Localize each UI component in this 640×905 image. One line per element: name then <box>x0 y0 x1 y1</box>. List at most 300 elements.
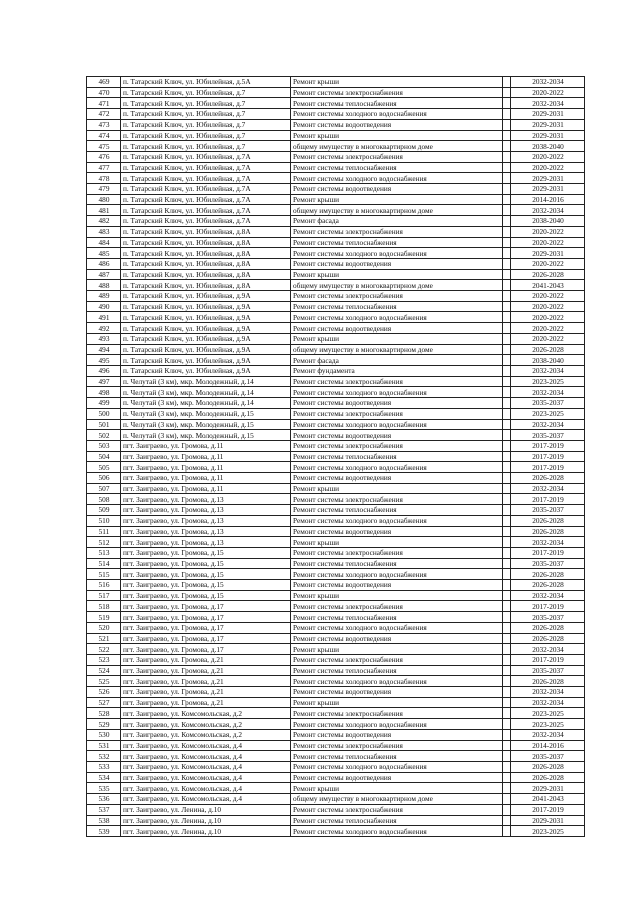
address-cell: пгт. Заиграево, ул. Громова, д.17 <box>121 622 291 633</box>
row-number-cell: 506 <box>87 473 121 484</box>
work-type-cell: Ремонт системы водоотведения <box>291 473 503 484</box>
work-type-cell: Ремонт фасада <box>291 216 503 227</box>
address-cell: пгт. Заиграево, ул. Громова, д.21 <box>121 676 291 687</box>
address-cell: п. Татарский Ключ, ул. Юбилейная, д.7А <box>121 194 291 205</box>
address-cell: п. Челутай (3 км), мкр. Молодежный, д.14 <box>121 387 291 398</box>
work-type-cell: Ремонт системы холодного водоснабжения <box>291 569 503 580</box>
row-number-cell: 515 <box>87 569 121 580</box>
empty-cell <box>503 804 511 815</box>
row-number-cell: 503 <box>87 440 121 451</box>
period-cell: 2023-2025 <box>511 408 585 419</box>
row-number-cell: 526 <box>87 687 121 698</box>
row-number-cell: 469 <box>87 77 121 88</box>
work-type-cell: Ремонт системы теплоснабжения <box>291 815 503 826</box>
address-cell: п. Челутай (3 км), мкр. Молодежный, д.15 <box>121 419 291 430</box>
period-cell: 2017-2019 <box>511 547 585 558</box>
empty-cell <box>503 419 511 430</box>
row-number-cell: 486 <box>87 258 121 269</box>
table-row <box>87 494 585 505</box>
empty-cell <box>503 676 511 687</box>
address-cell: п. Татарский Ключ, ул. Юбилейная, д.7 <box>121 119 291 130</box>
empty-cell <box>503 237 511 248</box>
work-type-cell: Ремонт системы водоотведения <box>291 729 503 740</box>
table-row <box>87 794 585 805</box>
address-cell: п. Татарский Ключ, ул. Юбилейная, д.8А <box>121 258 291 269</box>
address-cell: п. Татарский Ключ, ул. Юбилейная, д.9А <box>121 355 291 366</box>
empty-cell <box>503 633 511 644</box>
row-number-cell: 533 <box>87 762 121 773</box>
table-row <box>87 622 585 633</box>
work-type-cell: Ремонт системы холодного водоснабжения <box>291 462 503 473</box>
work-type-cell: Ремонт системы теплоснабжения <box>291 162 503 173</box>
row-number-cell: 528 <box>87 708 121 719</box>
row-number-cell: 507 <box>87 483 121 494</box>
table-row <box>87 376 585 387</box>
address-cell: пгт. Заиграево, ул. Громова, д.17 <box>121 633 291 644</box>
work-type-cell: общему имуществу в многоквартирном доме <box>291 280 503 291</box>
period-cell: 2014-2016 <box>511 740 585 751</box>
period-cell: 2032-2034 <box>511 77 585 88</box>
table-row <box>87 184 585 195</box>
row-number-cell: 521 <box>87 633 121 644</box>
empty-cell <box>503 280 511 291</box>
work-type-cell: Ремонт крыши <box>291 194 503 205</box>
period-cell: 2020-2022 <box>511 312 585 323</box>
table-row <box>87 547 585 558</box>
row-number-cell: 513 <box>87 547 121 558</box>
period-cell: 2029-2031 <box>511 109 585 120</box>
work-type-cell: Ремонт фасада <box>291 355 503 366</box>
period-cell: 2029-2031 <box>511 815 585 826</box>
empty-cell <box>503 398 511 409</box>
address-cell: п. Татарский Ключ, ул. Юбилейная, д.7 <box>121 130 291 141</box>
table-row <box>87 216 585 227</box>
period-cell: 2017-2019 <box>511 804 585 815</box>
work-type-cell: Ремонт системы электроснабжения <box>291 408 503 419</box>
period-cell: 2020-2022 <box>511 323 585 334</box>
row-number-cell: 532 <box>87 751 121 762</box>
empty-cell <box>503 162 511 173</box>
row-number-cell: 474 <box>87 130 121 141</box>
work-type-cell: общему имуществу в многоквартирном доме <box>291 794 503 805</box>
work-type-cell: Ремонт системы холодного водоснабжения <box>291 248 503 259</box>
empty-cell <box>503 762 511 773</box>
row-number-cell: 488 <box>87 280 121 291</box>
period-cell: 2026-2028 <box>511 344 585 355</box>
row-number-cell: 498 <box>87 387 121 398</box>
empty-cell <box>503 226 511 237</box>
period-cell: 2017-2019 <box>511 451 585 462</box>
address-cell: пгт. Заиграево, ул. Громова, д.13 <box>121 515 291 526</box>
work-type-cell: Ремонт системы электроснабжения <box>291 740 503 751</box>
table-row <box>87 815 585 826</box>
empty-cell <box>503 109 511 120</box>
empty-cell <box>503 462 511 473</box>
work-type-cell: общему имуществу в многоквартирном доме <box>291 344 503 355</box>
address-cell: п. Челутай (3 км), мкр. Молодежный, д.15 <box>121 430 291 441</box>
repair-schedule-body <box>87 77 585 837</box>
row-number-cell: 496 <box>87 365 121 376</box>
row-number-cell: 529 <box>87 719 121 730</box>
empty-cell <box>503 344 511 355</box>
address-cell: п. Татарский Ключ, ул. Юбилейная, д.7 <box>121 141 291 152</box>
address-cell: пгт. Заиграево, ул. Комсомольская, д.4 <box>121 794 291 805</box>
period-cell: 2035-2037 <box>511 398 585 409</box>
empty-cell <box>503 173 511 184</box>
table-row <box>87 173 585 184</box>
table-row <box>87 751 585 762</box>
empty-cell <box>503 687 511 698</box>
empty-cell <box>503 622 511 633</box>
table-row <box>87 355 585 366</box>
empty-cell <box>503 783 511 794</box>
period-cell: 2026-2028 <box>511 473 585 484</box>
table-row <box>87 783 585 794</box>
table-row <box>87 558 585 569</box>
address-cell: п. Татарский Ключ, ул. Юбилейная, д.5А <box>121 77 291 88</box>
row-number-cell: 510 <box>87 515 121 526</box>
address-cell: п. Татарский Ключ, ул. Юбилейная, д.9А <box>121 291 291 302</box>
period-cell: 2032-2034 <box>511 483 585 494</box>
address-cell: п. Татарский Ключ, ул. Юбилейная, д.8А <box>121 248 291 259</box>
row-number-cell: 490 <box>87 301 121 312</box>
row-number-cell: 519 <box>87 612 121 623</box>
row-number-cell: 504 <box>87 451 121 462</box>
table-row <box>87 580 585 591</box>
row-number-cell: 501 <box>87 419 121 430</box>
work-type-cell: Ремонт крыши <box>291 333 503 344</box>
period-cell: 2017-2019 <box>511 494 585 505</box>
row-number-cell: 478 <box>87 173 121 184</box>
empty-cell <box>503 473 511 484</box>
work-type-cell: Ремонт системы электроснабжения <box>291 804 503 815</box>
period-cell: 2029-2031 <box>511 248 585 259</box>
work-type-cell: Ремонт системы холодного водоснабжения <box>291 676 503 687</box>
period-cell: 2038-2040 <box>511 216 585 227</box>
repair-schedule-table <box>86 76 585 837</box>
table-row <box>87 365 585 376</box>
table-row <box>87 77 585 88</box>
address-cell: п. Татарский Ключ, ул. Юбилейная, д.8А <box>121 226 291 237</box>
period-cell: 2023-2025 <box>511 376 585 387</box>
empty-cell <box>503 451 511 462</box>
empty-cell <box>503 98 511 109</box>
address-cell: пгт. Заиграево, ул. Комсомольская, д.2 <box>121 708 291 719</box>
address-cell: пгт. Заиграево, ул. Громова, д.17 <box>121 644 291 655</box>
address-cell: п. Челутай (3 км), мкр. Молодежный, д.14 <box>121 398 291 409</box>
empty-cell <box>503 526 511 537</box>
empty-cell <box>503 826 511 837</box>
work-type-cell: Ремонт системы холодного водоснабжения <box>291 419 503 430</box>
work-type-cell: Ремонт крыши <box>291 697 503 708</box>
row-number-cell: 475 <box>87 141 121 152</box>
table-row <box>87 569 585 580</box>
row-number-cell: 535 <box>87 783 121 794</box>
table-row <box>87 269 585 280</box>
address-cell: пгт. Заиграево, ул. Громова, д.15 <box>121 558 291 569</box>
empty-cell <box>503 291 511 302</box>
period-cell: 2026-2028 <box>511 622 585 633</box>
row-number-cell: 538 <box>87 815 121 826</box>
table-row <box>87 98 585 109</box>
address-cell: п. Татарский Ключ, ул. Юбилейная, д.9А <box>121 323 291 334</box>
period-cell: 2038-2040 <box>511 141 585 152</box>
table-row <box>87 258 585 269</box>
period-cell: 2020-2022 <box>511 162 585 173</box>
address-cell: пгт. Заиграево, ул. Громова, д.11 <box>121 483 291 494</box>
address-cell: п. Татарский Ключ, ул. Юбилейная, д.9А <box>121 301 291 312</box>
address-cell: п. Татарский Ключ, ул. Юбилейная, д.7А <box>121 151 291 162</box>
work-type-cell: Ремонт крыши <box>291 483 503 494</box>
empty-cell <box>503 740 511 751</box>
row-number-cell: 500 <box>87 408 121 419</box>
work-type-cell: Ремонт системы теплоснабжения <box>291 751 503 762</box>
empty-cell <box>503 590 511 601</box>
row-number-cell: 539 <box>87 826 121 837</box>
work-type-cell: Ремонт системы холодного водоснабжения <box>291 173 503 184</box>
work-type-cell: Ремонт системы электроснабжения <box>291 440 503 451</box>
empty-cell <box>503 430 511 441</box>
period-cell: 2017-2019 <box>511 440 585 451</box>
table-row <box>87 141 585 152</box>
address-cell: пгт. Заиграево, ул. Ленина, д.10 <box>121 826 291 837</box>
work-type-cell: Ремонт системы теплоснабжения <box>291 558 503 569</box>
table-row <box>87 697 585 708</box>
address-cell: пгт. Заиграево, ул. Громова, д.21 <box>121 665 291 676</box>
address-cell: п. Татарский Ключ, ул. Юбилейная, д.7 <box>121 87 291 98</box>
row-number-cell: 514 <box>87 558 121 569</box>
period-cell: 2026-2028 <box>511 526 585 537</box>
row-number-cell: 524 <box>87 665 121 676</box>
row-number-cell: 473 <box>87 119 121 130</box>
period-cell: 2017-2019 <box>511 654 585 665</box>
empty-cell <box>503 184 511 195</box>
row-number-cell: 512 <box>87 537 121 548</box>
address-cell: п. Татарский Ключ, ул. Юбилейная, д.7 <box>121 109 291 120</box>
address-cell: пгт. Заиграево, ул. Громова, д.17 <box>121 612 291 623</box>
work-type-cell: Ремонт крыши <box>291 590 503 601</box>
work-type-cell: Ремонт системы водоотведения <box>291 580 503 591</box>
address-cell: пгт. Заиграево, ул. Комсомольская, д.4 <box>121 772 291 783</box>
address-cell: пгт. Заиграево, ул. Громова, д.15 <box>121 580 291 591</box>
address-cell: п. Татарский Ключ, ул. Юбилейная, д.7А <box>121 184 291 195</box>
row-number-cell: 516 <box>87 580 121 591</box>
period-cell: 2035-2037 <box>511 751 585 762</box>
row-number-cell: 470 <box>87 87 121 98</box>
work-type-cell: Ремонт системы электроснабжения <box>291 708 503 719</box>
period-cell: 2020-2022 <box>511 291 585 302</box>
work-type-cell: Ремонт системы водоотведения <box>291 526 503 537</box>
work-type-cell: Ремонт системы теплоснабжения <box>291 665 503 676</box>
period-cell: 2017-2019 <box>511 462 585 473</box>
table-row <box>87 333 585 344</box>
work-type-cell: общему имуществу в многоквартирном доме <box>291 205 503 216</box>
address-cell: п. Татарский Ключ, ул. Юбилейная, д.9А <box>121 365 291 376</box>
table-row <box>87 323 585 334</box>
row-number-cell: 518 <box>87 601 121 612</box>
period-cell: 2020-2022 <box>511 151 585 162</box>
address-cell: пгт. Заиграево, ул. Громова, д.13 <box>121 494 291 505</box>
work-type-cell: Ремонт системы водоотведения <box>291 184 503 195</box>
row-number-cell: 497 <box>87 376 121 387</box>
empty-cell <box>503 729 511 740</box>
empty-cell <box>503 248 511 259</box>
period-cell: 2029-2031 <box>511 119 585 130</box>
empty-cell <box>503 665 511 676</box>
table-row <box>87 633 585 644</box>
period-cell: 2032-2034 <box>511 687 585 698</box>
period-cell: 2020-2022 <box>511 258 585 269</box>
period-cell: 2038-2040 <box>511 355 585 366</box>
row-number-cell: 471 <box>87 98 121 109</box>
work-type-cell: Ремонт системы электроснабжения <box>291 291 503 302</box>
empty-cell <box>503 697 511 708</box>
address-cell: пгт. Заиграево, ул. Громова, д.11 <box>121 440 291 451</box>
row-number-cell: 479 <box>87 184 121 195</box>
work-type-cell: Ремонт системы электроснабжения <box>291 547 503 558</box>
table-row <box>87 387 585 398</box>
period-cell: 2026-2028 <box>511 515 585 526</box>
work-type-cell: Ремонт системы водоотведения <box>291 119 503 130</box>
row-number-cell: 531 <box>87 740 121 751</box>
period-cell: 2020-2022 <box>511 226 585 237</box>
empty-cell <box>503 708 511 719</box>
empty-cell <box>503 558 511 569</box>
row-number-cell: 491 <box>87 312 121 323</box>
row-number-cell: 483 <box>87 226 121 237</box>
table-row <box>87 312 585 323</box>
period-cell: 2035-2037 <box>511 505 585 516</box>
empty-cell <box>503 644 511 655</box>
address-cell: пгт. Заиграево, ул. Громова, д.21 <box>121 697 291 708</box>
period-cell: 2029-2031 <box>511 783 585 794</box>
table-row <box>87 644 585 655</box>
period-cell: 2023-2025 <box>511 708 585 719</box>
period-cell: 2020-2022 <box>511 237 585 248</box>
table-row <box>87 109 585 120</box>
work-type-cell: Ремонт системы водоотведения <box>291 633 503 644</box>
period-cell: 2014-2016 <box>511 194 585 205</box>
empty-cell <box>503 376 511 387</box>
row-number-cell: 522 <box>87 644 121 655</box>
empty-cell <box>503 301 511 312</box>
empty-cell <box>503 537 511 548</box>
table-row <box>87 130 585 141</box>
table-row <box>87 301 585 312</box>
row-number-cell: 476 <box>87 151 121 162</box>
row-number-cell: 494 <box>87 344 121 355</box>
table-row <box>87 344 585 355</box>
work-type-cell: Ремонт системы электроснабжения <box>291 654 503 665</box>
table-row <box>87 676 585 687</box>
empty-cell <box>503 333 511 344</box>
address-cell: пгт. Заиграево, ул. Громова, д.21 <box>121 654 291 665</box>
address-cell: пгт. Заиграево, ул. Комсомольская, д.4 <box>121 751 291 762</box>
table-row <box>87 826 585 837</box>
address-cell: пгт. Заиграево, ул. Громова, д.11 <box>121 451 291 462</box>
row-number-cell: 508 <box>87 494 121 505</box>
period-cell: 2032-2034 <box>511 205 585 216</box>
table-row <box>87 440 585 451</box>
work-type-cell: Ремонт системы холодного водоснабжения <box>291 826 503 837</box>
period-cell: 2035-2037 <box>511 665 585 676</box>
work-type-cell: Ремонт системы водоотведения <box>291 772 503 783</box>
period-cell: 2032-2034 <box>511 729 585 740</box>
empty-cell <box>503 258 511 269</box>
empty-cell <box>503 119 511 130</box>
work-type-cell: Ремонт системы холодного водоснабжения <box>291 387 503 398</box>
work-type-cell: Ремонт системы теплоснабжения <box>291 237 503 248</box>
empty-cell <box>503 483 511 494</box>
period-cell: 2032-2034 <box>511 537 585 548</box>
address-cell: п. Татарский Ключ, ул. Юбилейная, д.7А <box>121 216 291 227</box>
period-cell: 2023-2025 <box>511 826 585 837</box>
empty-cell <box>503 612 511 623</box>
empty-cell <box>503 719 511 730</box>
row-number-cell: 509 <box>87 505 121 516</box>
work-type-cell: Ремонт системы электроснабжения <box>291 494 503 505</box>
table-row <box>87 473 585 484</box>
address-cell: п. Татарский Ключ, ул. Юбилейная, д.7А <box>121 205 291 216</box>
work-type-cell: Ремонт системы электроснабжения <box>291 601 503 612</box>
row-number-cell: 517 <box>87 590 121 601</box>
table-row <box>87 772 585 783</box>
empty-cell <box>503 216 511 227</box>
work-type-cell: Ремонт системы холодного водоснабжения <box>291 622 503 633</box>
period-cell: 2032-2034 <box>511 365 585 376</box>
work-type-cell: Ремонт крыши <box>291 269 503 280</box>
row-number-cell: 481 <box>87 205 121 216</box>
work-type-cell: Ремонт системы электроснабжения <box>291 87 503 98</box>
table-row <box>87 762 585 773</box>
work-type-cell: Ремонт системы водоотведения <box>291 430 503 441</box>
empty-cell <box>503 654 511 665</box>
table-row <box>87 419 585 430</box>
empty-cell <box>503 387 511 398</box>
row-number-cell: 492 <box>87 323 121 334</box>
work-type-cell: Ремонт системы холодного водоснабжения <box>291 109 503 120</box>
empty-cell <box>503 151 511 162</box>
period-cell: 2032-2034 <box>511 98 585 109</box>
empty-cell <box>503 815 511 826</box>
period-cell: 2029-2031 <box>511 130 585 141</box>
table-row <box>87 248 585 259</box>
work-type-cell: Ремонт системы холодного водоснабжения <box>291 762 503 773</box>
address-cell: пгт. Заиграево, ул. Комсомольская, д.4 <box>121 740 291 751</box>
period-cell: 2020-2022 <box>511 301 585 312</box>
period-cell: 2026-2028 <box>511 762 585 773</box>
table-row <box>87 237 585 248</box>
empty-cell <box>503 494 511 505</box>
row-number-cell: 502 <box>87 430 121 441</box>
period-cell: 2023-2025 <box>511 719 585 730</box>
empty-cell <box>503 312 511 323</box>
work-type-cell: Ремонт крыши <box>291 77 503 88</box>
row-number-cell: 534 <box>87 772 121 783</box>
row-number-cell: 482 <box>87 216 121 227</box>
work-type-cell: Ремонт системы водоотведения <box>291 687 503 698</box>
row-number-cell: 505 <box>87 462 121 473</box>
row-number-cell: 537 <box>87 804 121 815</box>
work-type-cell: Ремонт системы теплоснабжения <box>291 98 503 109</box>
empty-cell <box>503 515 511 526</box>
period-cell: 2035-2037 <box>511 558 585 569</box>
address-cell: п. Татарский Ключ, ул. Юбилейная, д.9А <box>121 312 291 323</box>
work-type-cell: Ремонт системы водоотведения <box>291 323 503 334</box>
empty-cell <box>503 794 511 805</box>
empty-cell <box>503 569 511 580</box>
row-number-cell: 499 <box>87 398 121 409</box>
